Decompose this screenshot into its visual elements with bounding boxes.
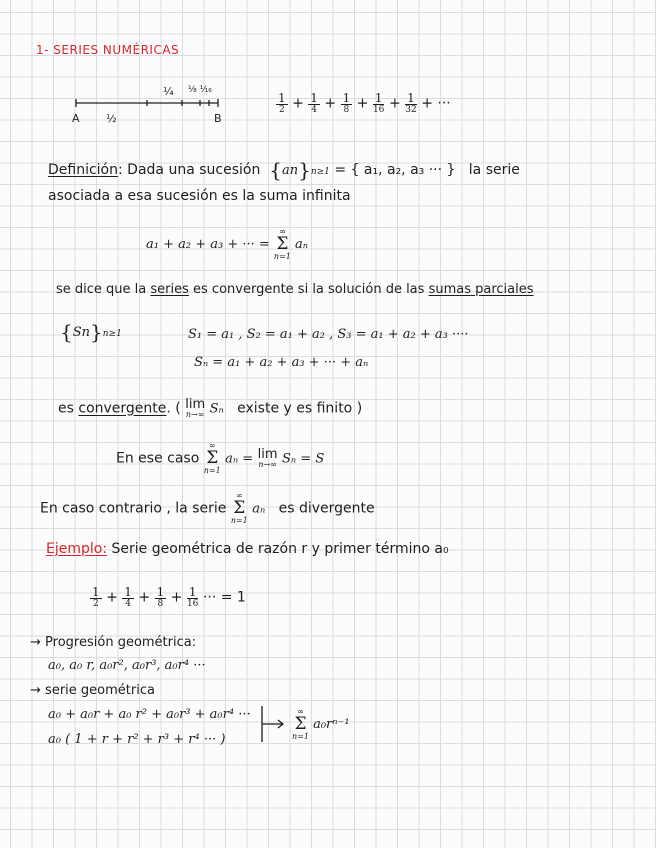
fraction: $\frac{1}{2}$: [92, 585, 100, 609]
convergent-case: En ese caso ∞ Σ n=1 aₙ = lim n→∞ Sₙ = S: [116, 441, 325, 475]
eighth-label: ⅛ ⅟₁₆: [188, 85, 212, 95]
fraction: $\frac{1}{32}$: [405, 91, 417, 115]
fraction: $\frac{1}{4}$: [310, 91, 318, 115]
sigma-symbol: ∞ Σ n=1: [292, 707, 309, 741]
geometric-series-title: → serie geométrica: [30, 683, 155, 698]
sigma-symbol: ∞ Σ n=1: [230, 491, 248, 525]
quarter-label: ¼: [163, 85, 174, 98]
fraction: $\frac{1}{8}$: [342, 91, 351, 115]
intro-series: $\frac{1}{2}$ + $\frac{1}{4}$ + $\frac{1}{8}$ + $\frac{1}{16}$ + $\frac{1}{32}$ + ···: [278, 91, 451, 115]
progression-terms: a₀, a₀ r, a₀r², a₀r³, a₀r⁴ ···: [48, 658, 206, 673]
fraction: $\frac{1}{16}$: [186, 585, 199, 609]
half-label: ½: [106, 112, 117, 125]
geometric-series-sum: ∞ Σ n=1 a₀rⁿ⁻¹: [292, 707, 350, 741]
fraction: $\frac{1}{16}$: [372, 91, 385, 115]
example-label: Ejemplo:: [46, 541, 108, 557]
geometric-series-line-1: a₀ + a₀r + a₀ r² + a₀r³ + a₀r⁴ ···: [48, 707, 251, 722]
convergent-definition: es convergente. ( lim n→∞ Sₙ existe y es finito ): [58, 397, 363, 419]
divergent-case: En caso contrario , la serie ∞ Σ n=1 aₙ es divergente: [40, 491, 375, 525]
geometric-series-line-2: a₀ ( 1 + r + r² + r³ + r⁴ ··· ): [48, 732, 226, 747]
point-b-label: B: [214, 112, 222, 125]
sigma-symbol: ∞ Σ n=1: [203, 441, 221, 475]
partial-sums-line-1: S₁ = a₁ , S₂ = a₁ + a₂ , S₃ = a₁ + a₂ + a₃ ····: [188, 327, 469, 342]
convergence-line: se dice que la series es convergente si la solución de las sumas parciales: [56, 282, 534, 297]
section-title: 1- SERIES NUMÉRICAS: [36, 43, 180, 57]
infinite-sum-formula: a₁ + a₂ + a₃ + ··· = ∞ Σ n=1 aₙ: [146, 227, 309, 261]
partial-sums-sequence: {Sn}n≥1: [60, 320, 122, 344]
fraction: $\frac{1}{8}$: [156, 585, 165, 609]
arrow-icon: →: [30, 635, 41, 650]
limit-symbol: lim n→∞: [257, 447, 278, 469]
progression-title: → Progresión geométrica:: [30, 635, 197, 650]
definition-line-1: Definición: Dada una sucesión {an}n≥1 = { a₁, a₂, a₃ ··· } la serie: [48, 158, 520, 182]
partial-sums-line-2: Sₙ = a₁ + a₂ + a₃ + ··· + aₙ: [194, 355, 369, 370]
example-line: Ejemplo: Serie geométrica de razón r y primer término a₀: [46, 541, 449, 557]
point-a-label: A: [72, 112, 80, 125]
fraction: $\frac{1}{2}$: [278, 91, 286, 115]
limit-symbol: lim n→∞: [185, 397, 206, 419]
definition-line-2: asociada a esa sucesión es la suma infinita: [48, 188, 351, 204]
sigma-symbol: ∞ Σ n=1: [273, 227, 291, 261]
example-series: $\frac{1}{2}$ + $\frac{1}{4}$ + $\frac{1}{8}$ + $\frac{1}{16}$ ··· = 1: [92, 585, 246, 609]
fraction: $\frac{1}{4}$: [124, 585, 132, 609]
arrow-icon: →: [30, 683, 41, 698]
definition-label: Definición: [48, 162, 118, 178]
